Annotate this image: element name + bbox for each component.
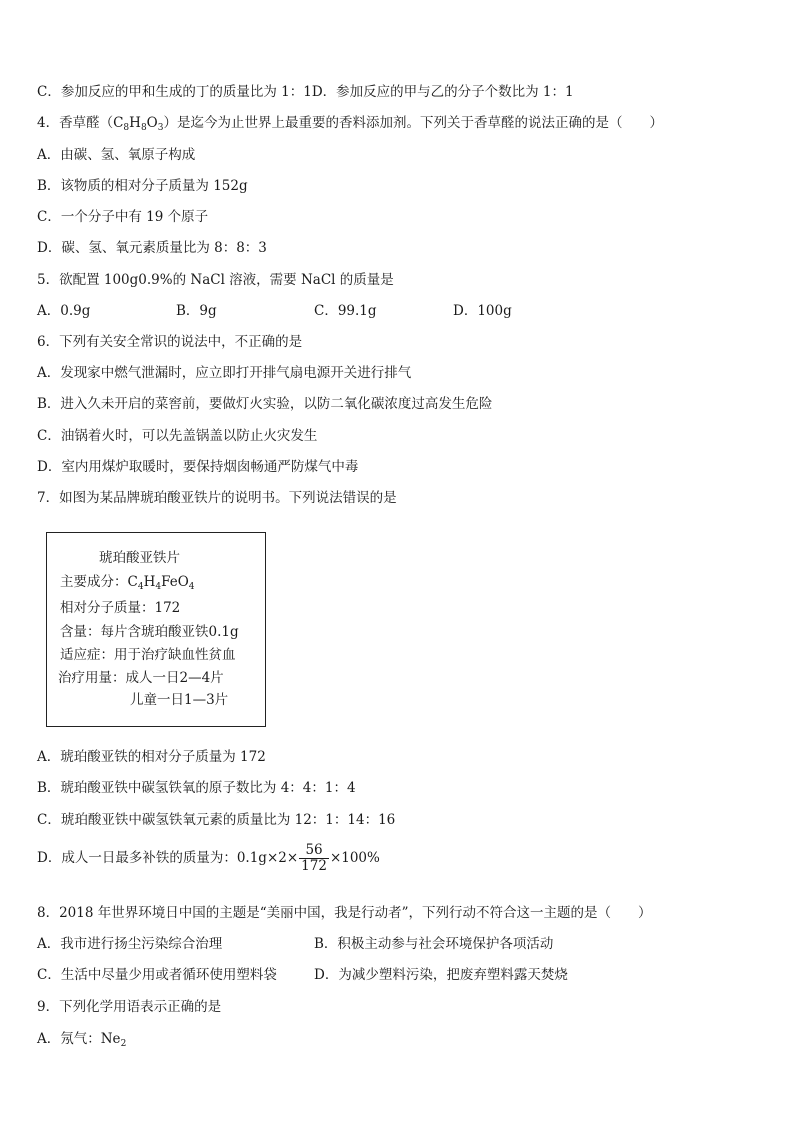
q6-option-c: C．油锅着火时，可以先盖锅盖以防止火灾发生: [37, 428, 318, 444]
q7-stem: 7．如图为某品牌琥珀酸亚铁片的说明书。下列说法错误的是: [37, 490, 397, 506]
q4-option-c: C．一个分子中有 19 个原子: [37, 209, 209, 225]
fraction: $\frac{56}{172}$: [301, 842, 327, 874]
q7-option-c: C．琥珀酸亚铁中碳氢铁氧元素的质量比为 12：1：14：16: [37, 812, 396, 828]
q7-option-a: A．琥珀酸亚铁的相对分子质量为 172: [37, 749, 266, 765]
label-dosage-child: 儿童一日1—3片: [130, 692, 229, 708]
label-content: 含量：每片含琥珀酸亚铁0.1g: [60, 624, 239, 640]
label-ingredient: 主要成分：$C_4H_4FeO_4$: [60, 574, 195, 592]
q5-stem: 5．欲配置 100g0.9%的 NaCl 溶液，需要 NaCl 的质量是: [37, 272, 394, 288]
q4-stem: 4．香草醛$(C_8H_8O_3)$是迄今为止世界上最重要的香料添加剂。下列关于香草醛的说法正确的是（ ）: [37, 115, 663, 133]
q8-option-c: C．生活中尽量少用或者循环使用塑料袋: [37, 967, 277, 983]
label-title: 琥珀酸亚铁片: [99, 550, 180, 566]
q7-option-b: B．琥珀酸亚铁中碳氢铁氧的原子数比为 4：4：1：4: [37, 780, 356, 796]
q6-option-a: A．发现家中燃气泄漏时，应立即打开排气扇电源开关进行排气: [37, 365, 412, 381]
q3-options-line: [37, 83, 574, 101]
label-dosage-adult: 治疗用量：成人一日2—4片: [58, 670, 224, 686]
q5-option-c: C．99.1g: [314, 303, 377, 319]
q3-option-d: D．参加反应的甲与乙的分子个数比为 1：1: [311, 84, 574, 100]
q5-option-a: A．0.9g: [37, 303, 91, 319]
q8-option-a: A．我市进行扬尘污染综合治理: [37, 936, 223, 952]
q6-option-b: B．进入久未开启的菜窖前，要做灯火实验，以防二氧化碳浓度过高发生危险: [37, 396, 493, 412]
q6-option-d: D．室内用煤炉取暖时，要保持烟囱畅通严防煤气中毒: [37, 459, 359, 475]
q6-stem: 6．下列有关安全常识的说法中，不正确的是: [37, 334, 303, 350]
q4-option-d: D．碳、氢、氧元素质量比为 8：8：3: [37, 240, 267, 256]
q4-option-a: A．由碳、氢、氧原子构成: [37, 147, 196, 163]
label-molecular-mass: 相对分子质量：172: [60, 600, 181, 616]
q4-option-b: B．该物质的相对分子质量为 152g: [37, 178, 248, 194]
label-indication: 适应症：用于治疗缺血性贫血: [60, 647, 236, 663]
q8-option-d: D．为减少塑料污染，把废弃塑料露天焚烧: [314, 967, 568, 983]
q9-stem: 9．下列化学用语表示正确的是: [37, 999, 222, 1015]
q3-option-c: C．参加反应的甲和生成的丁的质量比为 1：1: [37, 84, 312, 100]
medicine-label-box: [46, 532, 266, 727]
q5-option-d: D．100g: [453, 303, 512, 319]
q8-stem: 8．2018 年世界环境日中国的主题是“美丽中国，我是行动者”，下列行动不符合这一主题的是（ ）: [37, 905, 652, 921]
q5-option-b: B．9g: [176, 303, 217, 319]
q8-option-b: B．积极主动参与社会环境保护各项活动: [314, 936, 554, 952]
q7-option-d: D．成人一日最多补铁的质量为：0.1g×2× $\frac{56}{172}$ ×100%: [37, 842, 380, 874]
q9-option-a: A．氖气：$Ne_2$: [37, 1031, 127, 1049]
